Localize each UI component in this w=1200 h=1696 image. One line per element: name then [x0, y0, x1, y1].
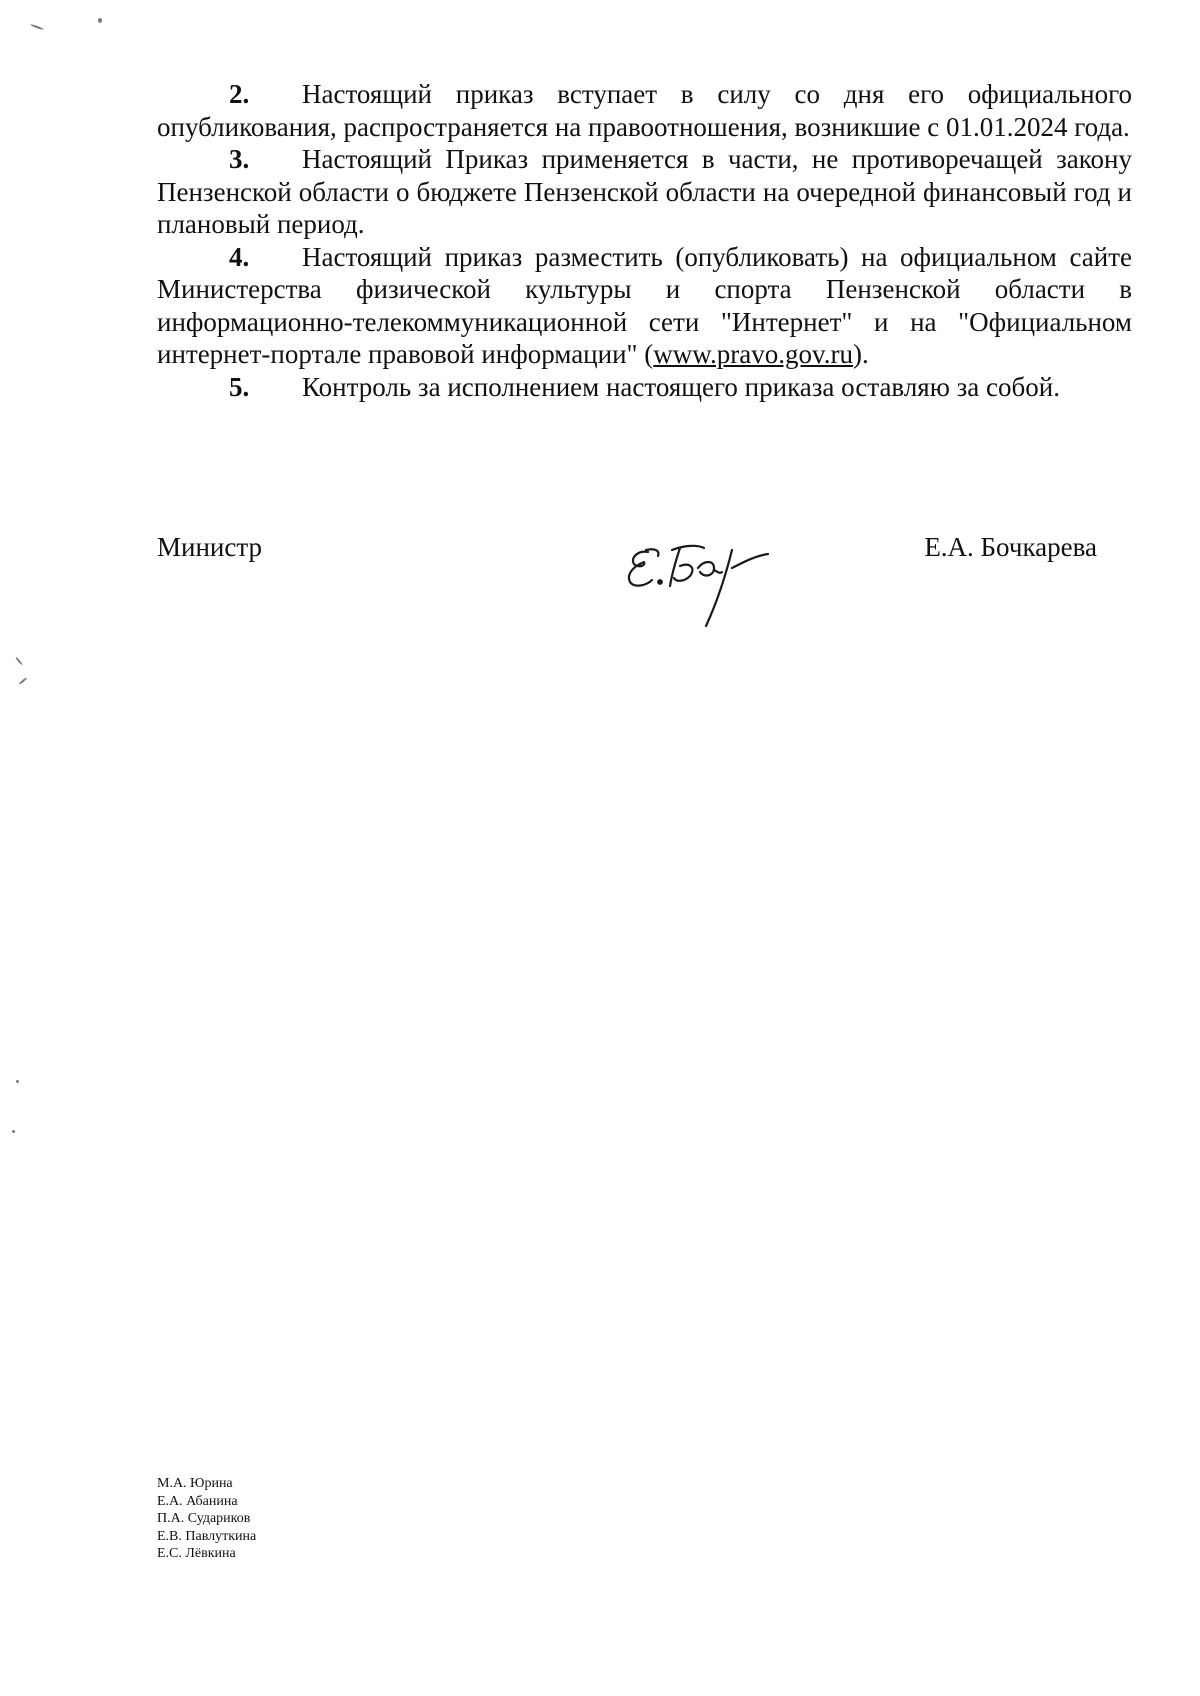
- pravo-gov-link[interactable]: www.pravo.gov.ru: [653, 339, 854, 369]
- paragraph-number: 3.: [229, 144, 250, 174]
- executors-list: [157, 1475, 256, 1563]
- handwritten-signature: [620, 528, 800, 638]
- scan-artifact: [98, 18, 102, 23]
- paragraph-text-end: ).: [853, 339, 869, 369]
- executor-name: Е.С. Лёвкина: [157, 1546, 236, 1561]
- paragraph-2: [157, 78, 1132, 143]
- order-body: [157, 78, 1132, 403]
- paragraph-3: [157, 143, 1132, 241]
- executor-name: М.А. Юрина: [157, 1476, 233, 1491]
- paragraph-number: 2.: [229, 79, 250, 109]
- paragraph-text: Настоящий приказ вступает в силу со дня его официального опубликования, распространяется на правоотношения, возникшие с 01.01.2024 года.: [157, 79, 1132, 142]
- paragraph-text: Настоящий приказ разместить (опубликовать) на официальном сайте Министерства физической культуры и спорта Пензенской области в информационно-телекоммуникационной сети "Интернет" и на "Официальном интернет-портале правовой информации" (: [157, 241, 1132, 369]
- paragraph-5: [157, 371, 1132, 404]
- paragraph-4: [157, 241, 1132, 371]
- scan-artifact: [30, 24, 44, 31]
- paragraph-number: 5.: [229, 371, 250, 402]
- signer-position: Министр: [157, 532, 262, 562]
- scan-artifact: [12, 1130, 15, 1133]
- paragraph-number: 4.: [229, 241, 250, 272]
- executor-name: Е.В. Павлуткина: [157, 1528, 257, 1544]
- executor-name: Е.А. Абанина: [157, 1493, 238, 1509]
- executor-name: П.А. Судариков: [157, 1511, 251, 1526]
- signer-name: Е.А. Бочкарева: [924, 532, 1097, 562]
- paragraph-text: Контроль за исполнением настоящего приказа оставляю за собой.: [302, 371, 1060, 402]
- scan-artifact: [15, 657, 23, 666]
- scan-artifact: [16, 1080, 19, 1083]
- paragraph-text: Настоящий Приказ применяется в части, не противоречащей закону Пензенской области о бюджете Пензенской области на очередной финансовый год и плановый период.: [157, 144, 1132, 239]
- scan-artifact: [19, 677, 28, 685]
